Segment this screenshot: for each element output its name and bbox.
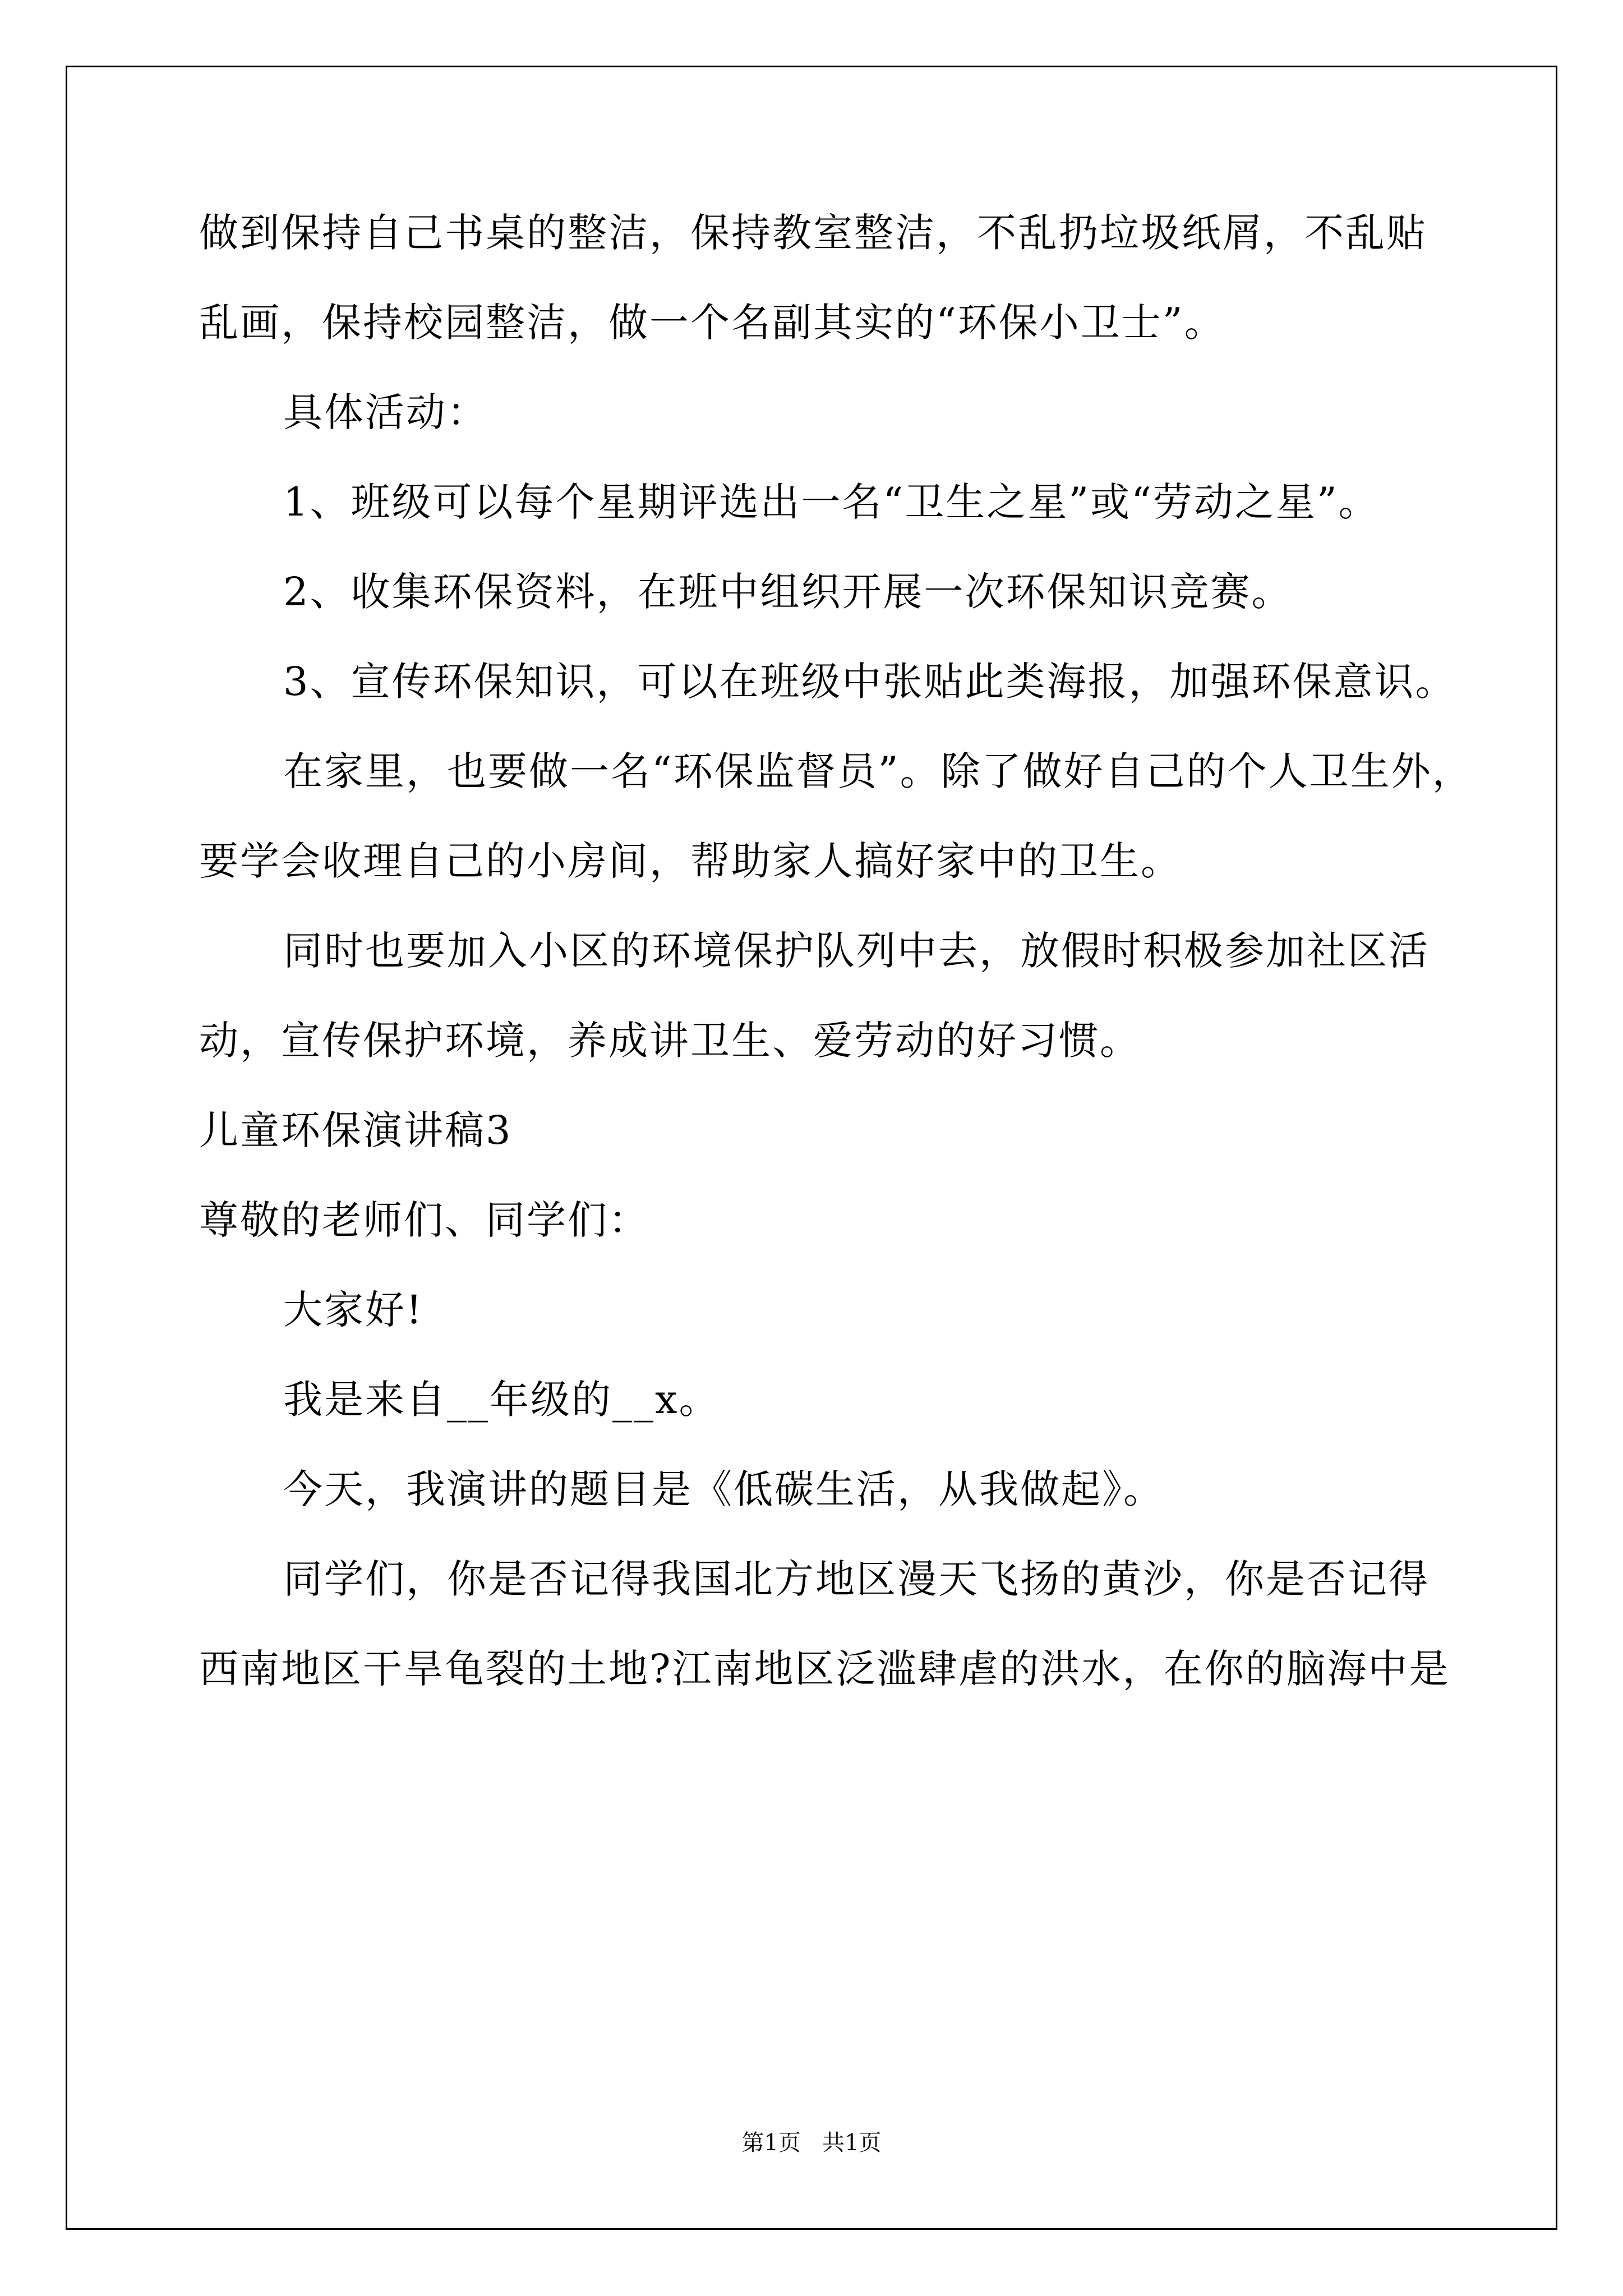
greeting: 大家好!: [283, 1287, 424, 1333]
paragraph-line: 我是来自__年级的__x。: [283, 1377, 720, 1423]
paragraph-line: 西南地区干旱龟裂的土地?江南地区泛滥肆虐的洪水，在你的脑海中是: [199, 1646, 1450, 1692]
salutation: 尊敬的老师们、同学们：: [199, 1197, 649, 1243]
paragraph-line: 具体活动：: [283, 389, 488, 435]
paragraph-line: 今天，我演讲的题目是《低碳生活，从我做起》。: [283, 1466, 1164, 1512]
list-item: 2、收集环保资料，在班中组织开展一次环保知识竞赛。: [283, 569, 1293, 615]
list-item: 3、宣传环保知识，可以在班级中张贴此类海报，加强环保意识。: [283, 659, 1456, 705]
paragraph-line: 同学们，你是否记得我国北方地区漫天飞扬的黄沙，你是否记得: [283, 1556, 1430, 1602]
paragraph-line: 同时也要加入小区的环境保护队列中去，放假时积极参加社区活: [283, 928, 1430, 974]
paragraph-line: 要学会收理自己的小房间，帮助家人搞好家中的卫生。: [199, 838, 1182, 884]
paragraph-line: 乱画，保持校园整洁，做一个名副其实的“环保小卫士”。: [199, 300, 1225, 346]
paragraph-line: 动，宣传保护环境，养成讲卫生、爱劳动的好习惯。: [199, 1018, 1141, 1064]
list-item: 1、班级可以每个星期评选出一名“卫生之星”或“劳动之星”。: [283, 479, 1380, 525]
page-footer: 第1页 共1页: [741, 2130, 882, 2156]
paragraph-line: 在家里，也要做一名“环保监督员”。除了做好自己的个人卫生外，: [283, 748, 1473, 794]
paragraph-line: 做到保持自己书桌的整洁，保持教室整洁，不乱扔垃圾纸屑，不乱贴: [199, 210, 1427, 256]
section-heading: 儿童环保演讲稿3: [199, 1107, 513, 1153]
